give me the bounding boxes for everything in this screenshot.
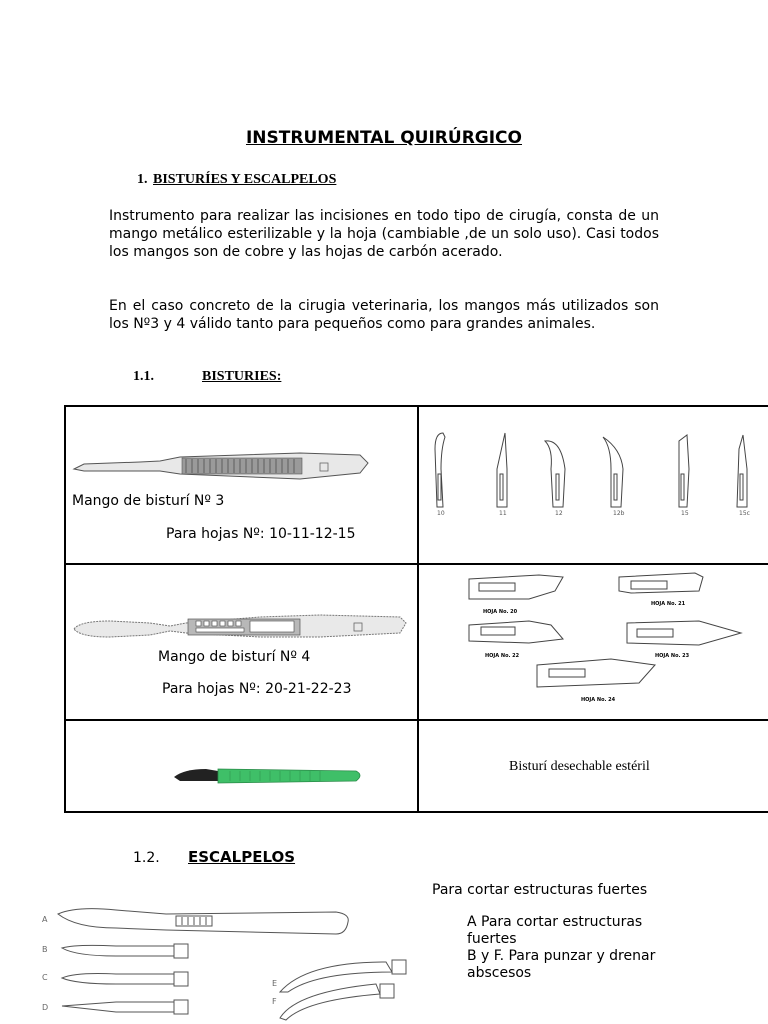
table-row [65, 720, 768, 812]
page-title: INSTRUMENTAL QUIRÚRGICO [245, 128, 522, 148]
table-row [65, 406, 768, 564]
figure-letter-b: B [42, 945, 48, 954]
table-row [65, 564, 768, 720]
blades-10-15-cell [418, 406, 768, 564]
section-1-1-heading [133, 369, 282, 385]
blades-20-24-cell [418, 564, 768, 720]
handle-no3-illustration [70, 447, 370, 487]
paragraph-veterinary: En el caso concreto de la cirugia veterinaria, los mangos más utilizados son los Nº3 y 4 válido tanto para pequeños como para grandes animales. [109, 298, 659, 332]
escalpelos-illustration [36, 900, 416, 1024]
escalpelos-list [467, 914, 687, 982]
section-1-2-title: ESCALPELOS [188, 848, 296, 866]
blade-label-23: HOJA No. 23 [655, 653, 690, 659]
scalpel-table [64, 405, 768, 813]
handle-3-cell [65, 406, 418, 564]
section-1-heading [137, 172, 336, 188]
disposable-scalpel-image-cell [65, 720, 418, 812]
list-item: B y F. Para punzar y drenar abscesos [467, 948, 656, 981]
blade-number-15c: 15c [739, 510, 750, 517]
blade-label-21: HOJA No. 21 [651, 601, 686, 607]
paragraph-intro: Instrumento para realizar las incisiones en todo tipo de cirugía, consta de un mango metálico esterilizable y la hoja (cambiable ,de un solo uso). Casi todos los mangos son de cobre y las hojas de carbón acerado. [109, 208, 659, 260]
escalpelos-intro: Para cortar estructuras fuertes [432, 882, 648, 898]
blade-number-10: 10 [437, 510, 445, 517]
figure-letter-e: E [272, 979, 278, 988]
blade-number-12b: 12b [613, 510, 625, 517]
blade-number-11: 11 [499, 510, 507, 517]
section-1-title: BISTURÍES Y ESCALPELOS [153, 172, 337, 187]
blades-no3-illustration [425, 429, 765, 529]
disposable-scalpel-caption: Bisturí desechable estéril [509, 759, 650, 774]
blade-label-20: HOJA No. 20 [483, 609, 518, 615]
section-1-2-number: 1.2. [133, 850, 160, 866]
section-1-1-title: BISTURIES: [202, 369, 282, 384]
section-1-2-heading [133, 848, 296, 866]
figure-letter-c: C [42, 973, 48, 982]
blade-number-12: 12 [555, 510, 563, 517]
blade-label-24: HOJA No. 24 [581, 697, 616, 703]
section-1-1-number: 1.1. [133, 369, 154, 384]
list-item: A Para cortar estructuras fuertes [467, 914, 643, 947]
handle-4-cell [65, 564, 418, 720]
handle-3-blades-label: Para hojas Nº: 10-11-12-15 [166, 526, 356, 542]
section-1-number: 1. [137, 172, 148, 187]
blades-no4-illustration [459, 569, 759, 719]
handle-3-label: Mango de bisturí Nº 3 [72, 493, 225, 509]
blade-label-22: HOJA No. 22 [485, 653, 520, 659]
disposable-scalpel-caption-cell [418, 720, 768, 812]
disposable-scalpel-illustration [170, 765, 370, 789]
figure-letter-a: A [42, 915, 48, 924]
handle-no4-illustration [70, 609, 410, 649]
handle-4-label: Mango de bisturí Nº 4 [158, 649, 311, 665]
handle-4-blades-label: Para hojas Nº: 20-21-22-23 [162, 681, 352, 697]
blade-number-15: 15 [681, 510, 689, 517]
figure-letter-d: D [42, 1003, 49, 1012]
figure-letter-f: F [272, 997, 277, 1006]
